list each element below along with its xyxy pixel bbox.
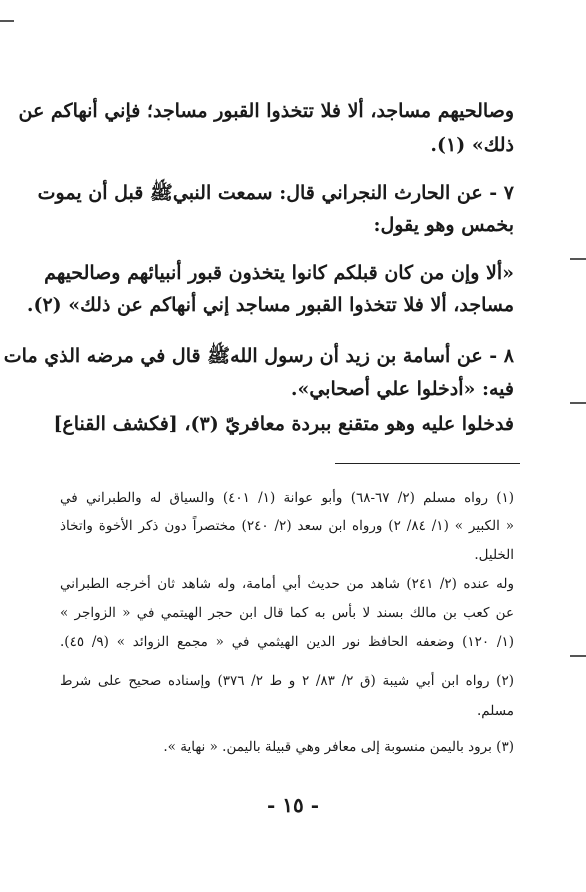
footnote-2-line-1: (٢) رواه ابن أبي شيبة (ق ٢/ ٨٣/ ٢ و ط ٢/ ٣٧٦) وإسناده صحيح على شرط [60,673,514,689]
scan-margin-mark [570,402,586,404]
scan-margin-mark [0,20,14,22]
main-line-2: ذلك» (١). [430,134,514,156]
quote-line-2: مساجد، ألا فلا تتخذوا القبور مساجد إني أنهاكم عن ذلك» (٢). [26,294,514,316]
scan-margin-mark [570,655,586,657]
footnote-1-line-4: وله عنده (٢/ ٢٤١) شاهد من حديث أبي أمامة، وله شاهد ثان أخرجه الطبراني [60,576,514,592]
footnote-1-line-6: (١/ ١٢٠) وضعفه الحافظ نور الدين الهيثمي في « مجمع الزوائد » (٩/ ٤٥). [60,634,514,650]
footnote-separator [335,463,520,464]
footnote-1-line-2: « الكبير » (١/ ٨٤/ ٢) ورواه ابن سعد (٢/ ٢٤٠) مختصراً دون ذكر الأخوة واتخاذ [60,518,515,534]
footnote-3-line-1: (٣) برود باليمن منسوبة إلى معافر وهي قبيلة باليمن. « نهاية ». [163,739,514,755]
footnote-2-line-2: مسلم. [476,703,514,719]
quote-line-1: «ألا وإن من كان قبلكم كانوا يتخذون قبور أنبيائهم وصالحيهم [44,262,514,284]
footnote-1-line-5: عن كعب بن مالك بسند لا بأس به كما قال ابن حجر الهيتمي في « الزواجر » [60,605,514,621]
footnote-1-line-3: الخليل. [474,547,514,563]
hadith-8-line-2: فيه: «أدخلوا علي أصحابي». [290,378,514,400]
hadith-8-line-3: فدخلوا عليه وهو متقنع ببردة معافريّ (٣)، [فكشف القناع] [53,413,514,435]
page-number: - ١٥ - [266,793,319,817]
main-line-1: وصالحيهم مساجد، ألا فلا تتخذوا القبور مساجد؛ فإني أنهاكم عن [18,100,514,122]
hadith-8-line-1: ٨ - عن أسامة بن زيد أن رسول اللهﷺ قال في مرضه الذي مات [3,345,514,367]
hadith-7-line-1: ٧ - عن الحارث النجراني قال: سمعت النبيﷺ قبل أن يموت [37,182,514,204]
hadith-7-line-2: بخمس وهو يقول: [373,214,514,236]
footnote-1-line-1: (١) رواه مسلم (٢/ ٦٧-٦٨) وأبو عوانة (١/ ٤٠١) والسياق له والطبراني في [60,490,515,506]
scan-margin-mark [570,258,586,260]
